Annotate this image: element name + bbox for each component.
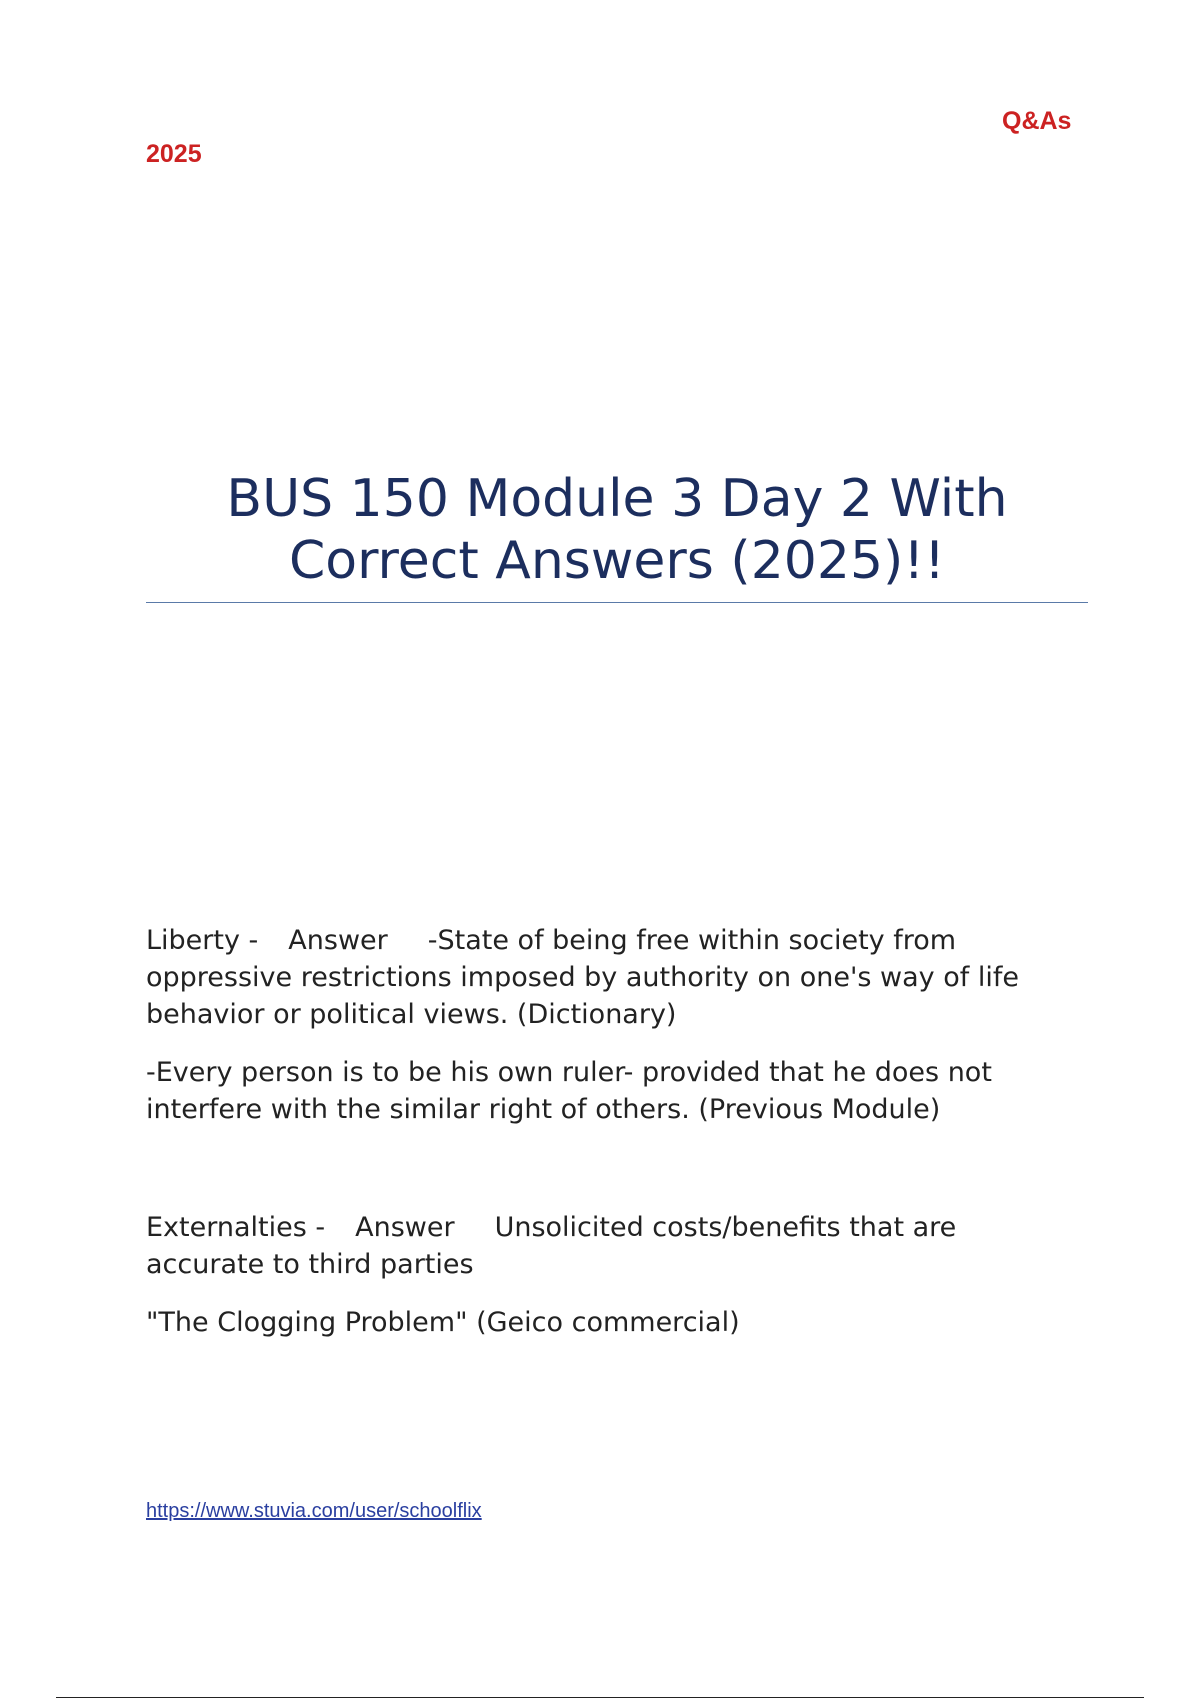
qa-answer-first-line [146,922,1076,959]
title-line-1: BUS 150 Module 3 Day 2 With [226,469,1008,529]
qa-note-line: -Every person is to be his own ruler- provided that he does not [146,1057,992,1088]
footer-divider [56,1697,1144,1698]
document-title [146,468,1088,592]
year-label: 2025 [146,140,202,168]
qa-answer-line: behavior or political views. (Dictionary) [146,999,677,1030]
qa-item-liberty [146,922,1076,1128]
qa-answer-first-line [146,1209,1076,1246]
qa-term: Liberty - [146,925,259,956]
qa-answer-label: Answer [355,1212,455,1243]
qa-term: Externalties - [146,1212,326,1243]
qa-item-externalities [146,1209,1076,1341]
qa-note-line: interfere with the similar right of others. (Previous Module) [146,1094,941,1125]
qa-note-line: "The Clogging Problem" (Geico commercial) [146,1307,740,1338]
qas-label: Q&As [1002,107,1072,135]
qa-answer-line: accurate to third parties [146,1249,474,1280]
qa-answer-text: -State of being free within society from [427,925,957,956]
title-divider [146,602,1088,603]
qa-answer-text: Unsolicited costs/benefits that are [494,1212,957,1243]
qa-answer-label: Answer [288,925,388,956]
title-line-2: Correct Answers (2025)!! [288,531,946,591]
qa-answer-line: oppressive restrictions imposed by authority on one's way of life [146,962,1019,993]
footer-link[interactable]: https://www.stuvia.com/user/schoolflix [146,1500,482,1522]
